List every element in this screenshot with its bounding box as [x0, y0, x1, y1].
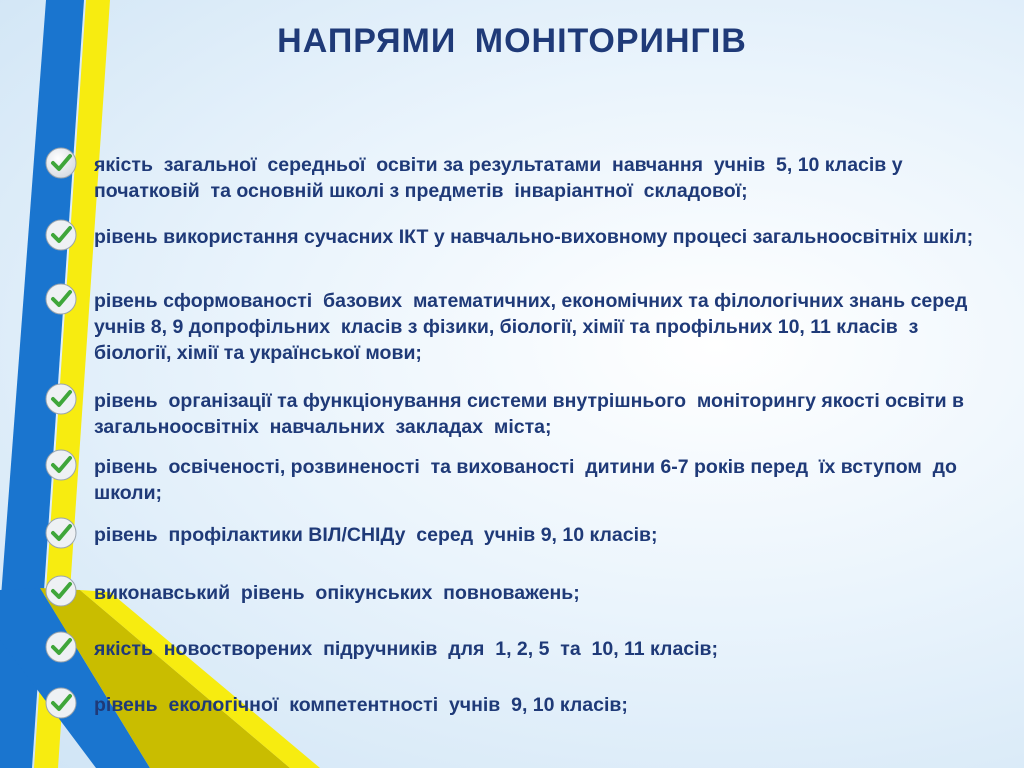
checkmark-icon	[44, 218, 78, 252]
checkmark-icon	[44, 146, 78, 180]
list-item-text: рівень сформованості базових математичних, економічних та філологічних знань серед учнів 8, 9 допрофільних класів з фізики, біології, хімії та профільних 10, 11 класів з біології, хімії та української мови;	[94, 290, 973, 364]
list-item-text: рівень організації та функціонування системи внутрішнього моніторингу якості освіти в загальноосвітніх навчальних закладах міста;	[94, 390, 970, 438]
list-item-text: рівень профілактики ВІЛ/СНІДу серед учнів 9, 10 класів;	[94, 524, 658, 546]
page-title: НАПРЯМИ МОНІТОРИНГІВ	[277, 22, 747, 60]
checkmark-icon	[44, 448, 78, 482]
list-item-text: рівень освіченості, розвиненості та вихованості дитини 6-7 років перед їх вступом до школи;	[94, 456, 968, 504]
checkmark-icon	[44, 574, 78, 608]
list-item-text: якість новостворених підручників для 1, 2, 5 та 10, 11 класів;	[94, 638, 719, 660]
list-item-text: якість загальної середньої освіти за результатами навчання учнів 5, 10 класів у початковій та основній школі з предметів інваріантної складової;	[94, 154, 908, 202]
list-item-text: виконавський рівень опікунських повноважень;	[94, 582, 580, 604]
checkmark-icon	[44, 282, 78, 316]
checkmark-icon	[44, 516, 78, 550]
list-item-text: рівень екологічної компетентності учнів 9, 10 класів;	[94, 694, 628, 716]
checkmark-icon	[44, 630, 78, 664]
list-item-text: рівень використання сучасних ІКТ у навчально-виховному процесі загальноосвітніх шкіл;	[94, 226, 974, 248]
checkmark-icon	[44, 382, 78, 416]
checkmark-icon	[44, 686, 78, 720]
